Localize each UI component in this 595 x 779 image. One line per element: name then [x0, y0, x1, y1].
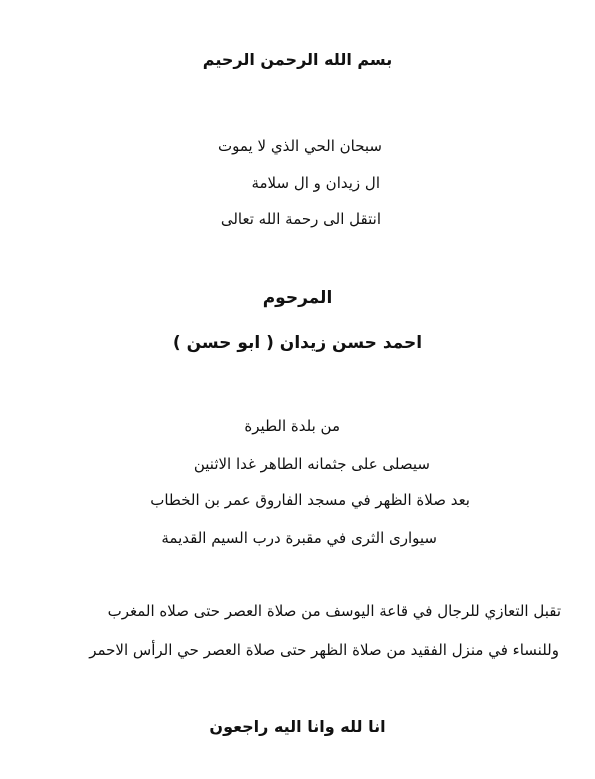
condolences-line-men: تقبل التعازي للرجال في قاعة اليوسف من صلاة العصر حتى صلاه المغرب	[107, 602, 561, 620]
basmala-heading: بسم الله الرحمن الرحيم	[202, 50, 393, 69]
details-line-2: سيصلى على جثمانه الطاهر غدا الاثنين	[193, 455, 430, 473]
deceased-title: المرحوم	[262, 288, 333, 308]
details-line-3: بعد صلاة الظهر في مسجد الفاروق عمر بن الخطاب	[150, 491, 470, 509]
closing-verse: انا لله وانا اليه راجعون	[209, 717, 386, 736]
details-line-4: سيوارى الثرى في مقبرة درب السيم القديمة	[161, 529, 437, 547]
deceased-name: احمد حسن زيدان ( ابو حسن )	[172, 333, 423, 353]
condolences-line-women: وللنساء في منزل الفقيد من صلاة الظهر حتى صلاة العصر حي الرأس الاحمر	[89, 641, 559, 659]
intro-line-2: ال زيدان و ال سلامة	[251, 174, 380, 192]
intro-line-3: انتقل الى رحمة الله تعالى	[220, 210, 381, 228]
details-line-1: من بلدة الطيرة	[244, 417, 340, 435]
intro-line-1: سبحان الحي الذي لا يموت	[218, 137, 382, 155]
